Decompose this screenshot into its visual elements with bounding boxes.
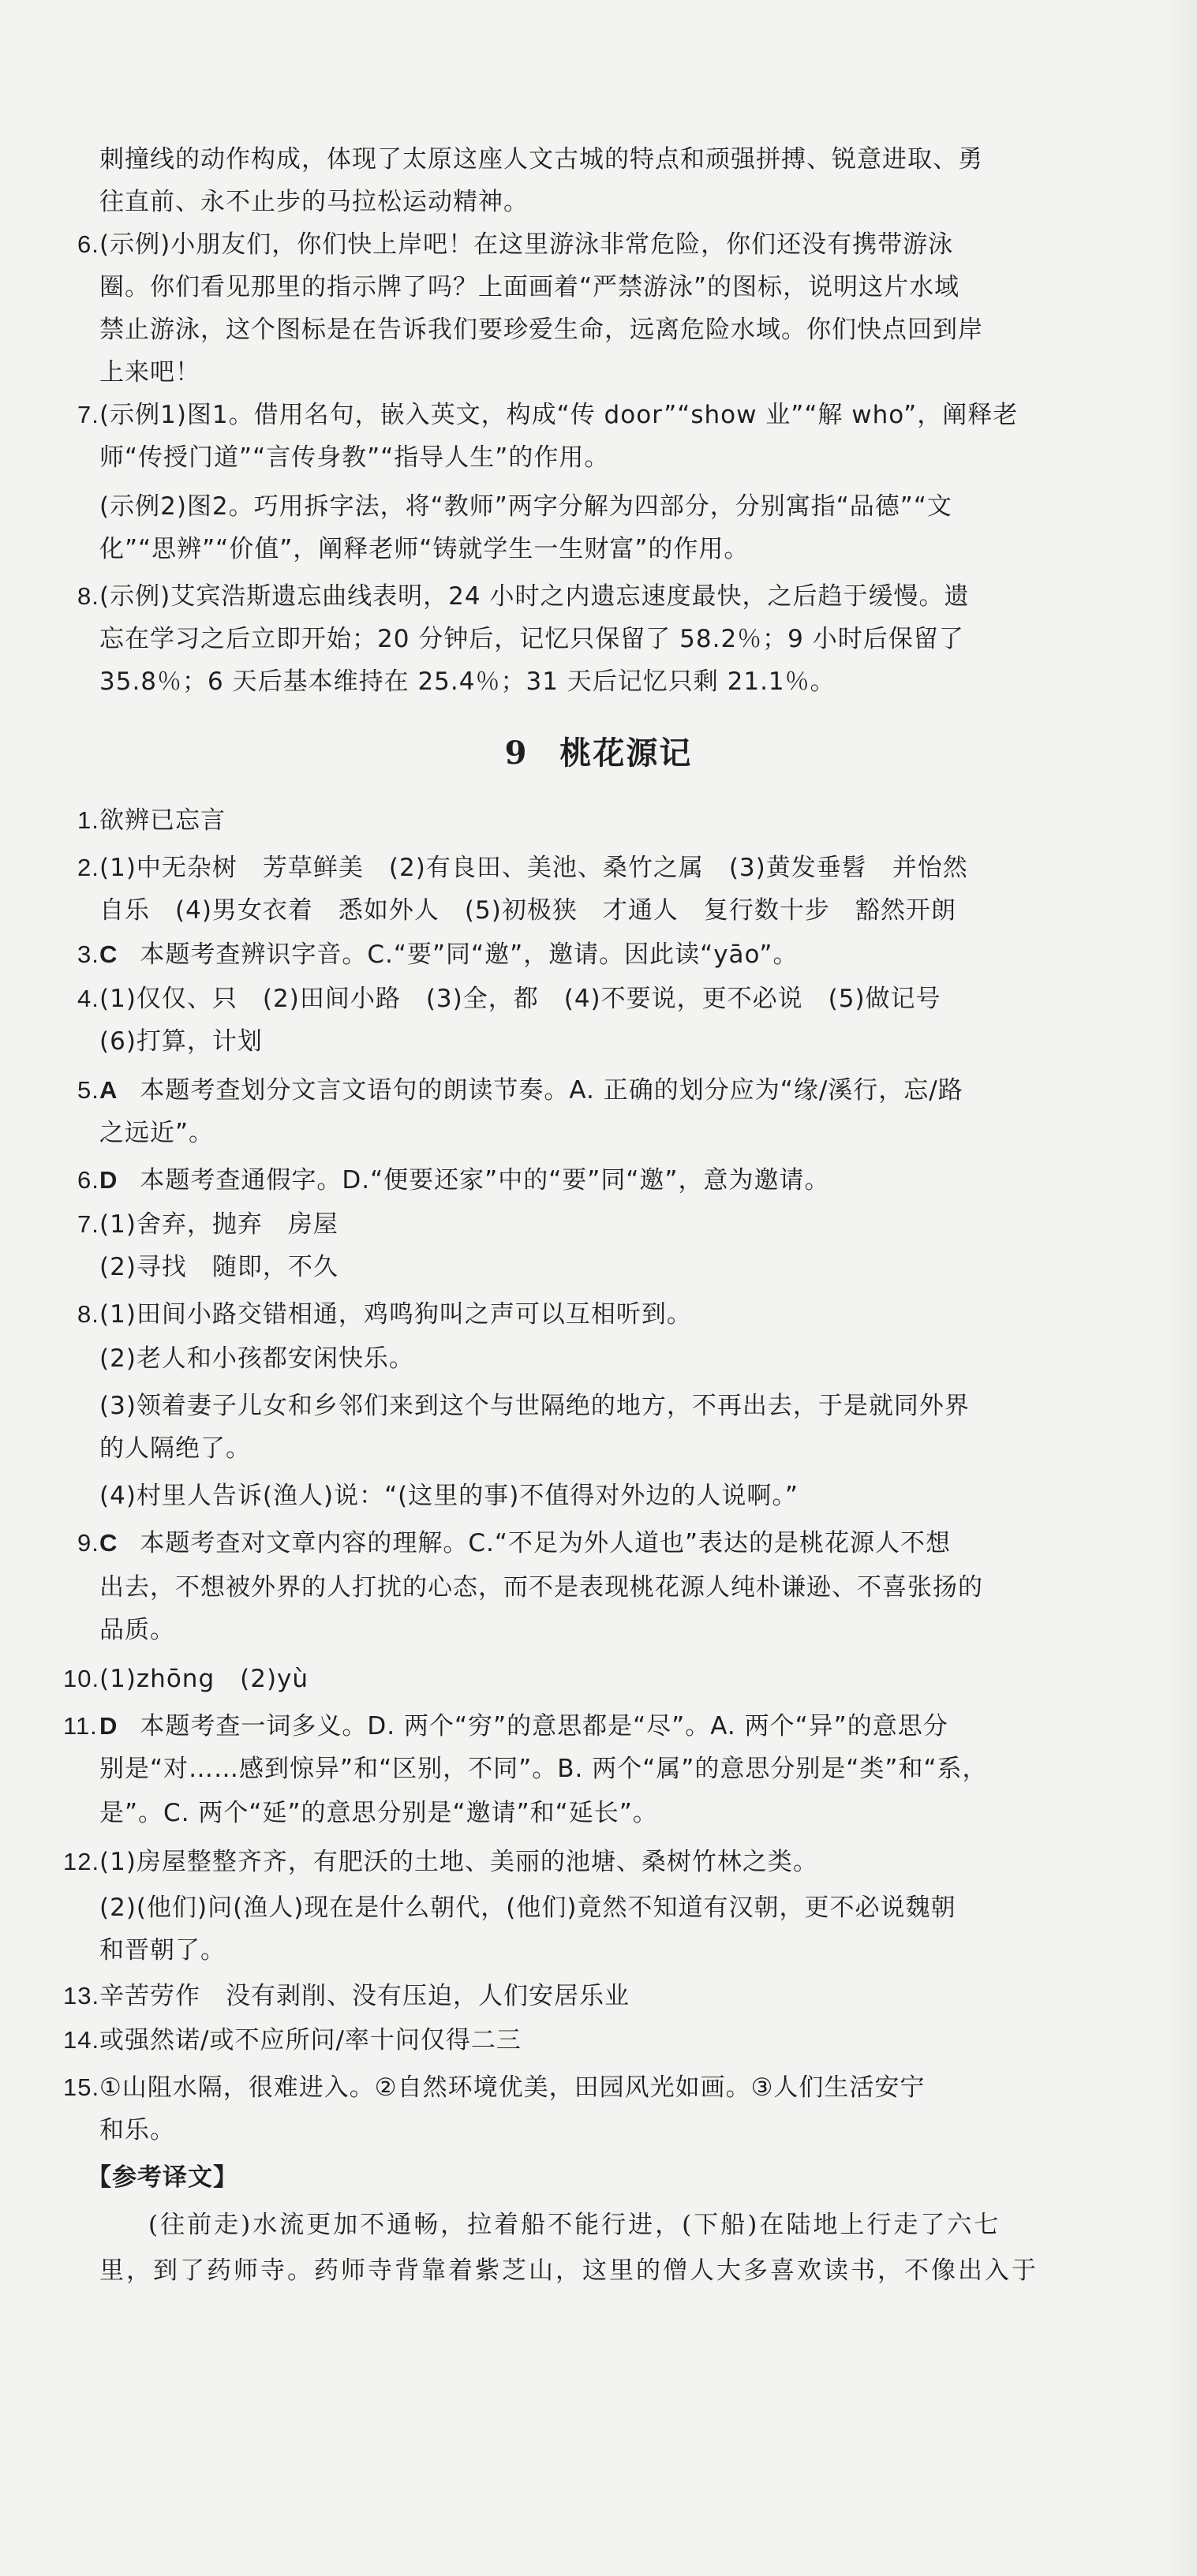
q6-number: 6. [77, 1166, 99, 1194]
q8-line-2: (2)老人和小孩都安闲快乐。 [99, 1344, 414, 1373]
q12-line-2: (2)(他们)问(渔人)现在是什么朝代，(他们)竟然不知道有汉朝，更不必说魏朝 [99, 1894, 956, 1922]
translation-line-1: (往前走)水流更加不通畅，拉着船不能行进，(下船)在陆地上行走了六七 [148, 2211, 1001, 2239]
item8-line-3: 35.8％；6 天后基本维持在 25.4％；31 天后记忆只剩 21.1％。 [99, 667, 836, 696]
q2-line-1: (1)中无杂树 芳草鲜美 (2)有良田、美池、桑竹之属 (3)黄发垂髫 并怡然 [99, 854, 968, 882]
q3-number: 3. [77, 940, 99, 968]
q5-answer: A [99, 1076, 118, 1104]
q2-number: 2. [77, 854, 99, 881]
item6-line-4: 上来吧！ [99, 358, 200, 387]
q7-line-1: (1)舍弃，抛弃 房屋 [99, 1210, 339, 1239]
item7-line-2: 师“传授门道”“言传身教”“指导人生”的作用。 [99, 443, 610, 472]
q6-answer: D [99, 1166, 118, 1194]
item7-line-1: (示例1)图1。借用名句，嵌入英文，构成“传 door”“show 业”“解 who”，阐释老 [99, 401, 1019, 429]
q3-line-1 [99, 939, 798, 970]
q9-number: 9. [77, 1529, 99, 1557]
q5-line-1 [99, 1075, 963, 1106]
item5-cont-line-2: 往直前、永不止步的马拉松运动精神。 [99, 188, 529, 216]
q7-line-2: (2)寻找 随即，不久 [99, 1253, 339, 1281]
q8-line-5: (4)村里人告诉(渔人)说：“(这里的事)不值得对外边的人说啊。” [99, 1482, 799, 1510]
q11-answer: D [99, 1712, 118, 1740]
translation-line-2: 里，到了药师寺。药师寺背靠着紫芝山，这里的僧人大多喜欢读书，不像出入于 [99, 2256, 1038, 2285]
q4-line-1: (1)仅仅、只 (2)田间小路 (3)全，都 (4)不要说，更不必说 (5)做记号 [99, 985, 941, 1013]
item5-cont-line-1: 刺撞线的动作构成，体现了太原这座人文古城的特点和顽强拼搏、锐意进取、勇 [99, 145, 983, 174]
q15-line-1: ①山阻水隔，很难进入。②自然环境优美，田园风光如画。③人们生活安宁 [99, 2073, 926, 2102]
q10-number: 10. [63, 1665, 100, 1692]
item8-line-1: (示例)艾宾浩斯遗忘曲线表明，24 小时之内遗忘速度最快，之后趋于缓慢。遗 [99, 582, 970, 611]
item6-number: 6. [77, 230, 99, 258]
q4-line-2: (6)打算，计划 [99, 1027, 263, 1056]
q1-line-1: 欲辨已忘言 [99, 806, 226, 835]
q9-line-1 [99, 1527, 951, 1559]
item7-number: 7. [77, 401, 99, 428]
q8-line-4: 的人隔绝了。 [99, 1434, 251, 1463]
q11-text: 本题考查一词多义。D. 两个“穷”的意思都是“尽”。A. 两个“异”的意思分 [140, 1712, 948, 1740]
item7-line-3: (示例2)图2。巧用拆字法，将“教师”两字分解为四部分，分别寓指“品德”“文 [99, 492, 952, 521]
item8-number: 8. [77, 582, 99, 610]
q13-number: 13. [63, 1982, 100, 2010]
q3-answer: C [99, 940, 118, 968]
section-title [0, 734, 1197, 773]
q11-number: 11. [63, 1712, 98, 1740]
q6-text: 本题考查通假字。D.“便要还家”中的“要”同“邀”，意为邀请。 [140, 1166, 830, 1195]
item6-line-1: (示例)小朋友们，你们快上岸吧！在这里游泳非常危险，你们还没有携带游泳 [99, 230, 954, 259]
q12-line-1: (1)房屋整整齐齐，有肥沃的土地、美丽的池塘、桑树竹林之类。 [99, 1848, 818, 1876]
page-edge-shadow [1165, 0, 1197, 2576]
section-name: 桃花源记 [559, 735, 693, 772]
item8-line-2: 忘在学习之后立即开始；20 分钟后，记忆只保留了 58.2％；9 小时后保留了 [99, 625, 964, 653]
q14-number: 14. [63, 2026, 100, 2054]
q1-number: 1. [77, 806, 99, 834]
item6-line-3: 禁止游泳，这个图标是在告诉我们要珍爱生命，远离危险水域。你们快点回到岸 [99, 316, 983, 344]
q9-answer: C [99, 1529, 118, 1557]
q14-line-1: 或强然诺/或不应所问/率十问仅得二三 [99, 2026, 522, 2054]
q11-line-3: 是”。C. 两个“延”的意思分别是“邀请”和“延长”。 [99, 1799, 658, 1827]
q11-line-2: 别是“对……感到惊异”和“区别，不同”。B. 两个“属”的意思分别是“类”和“系， [99, 1755, 988, 1783]
q10-line-1: (1)zhōng (2)yù [99, 1665, 309, 1693]
q15-number: 15. [63, 2073, 100, 2101]
q4-number: 4. [77, 985, 99, 1012]
q3-text: 本题考查辨识字音。C.“要”同“邀”，邀请。因此读“yāo”。 [140, 940, 799, 969]
item6-line-2: 圈。你们看见那里的指示牌了吗？上面画着“严禁游泳”的图标，说明这片水域 [99, 273, 960, 301]
q9-line-3: 品质。 [99, 1616, 175, 1644]
q9-line-2: 出去，不想被外界的人打扰的心态，而不是表现桃花源人纯朴谦逊、不喜张扬的 [99, 1573, 983, 1602]
q5-number: 5. [77, 1076, 99, 1104]
q2-line-2: 自乐 (4)男女衣着 悉如外人 (5)初极狭 才通人 复行数十步 豁然开朗 [99, 896, 956, 925]
item7-line-4: 化”“思辨”“价值”，阐释老师“铸就学生一生财富”的作用。 [99, 535, 750, 563]
q15-line-2: 和乐。 [99, 2116, 175, 2144]
q12-number: 12. [63, 1848, 100, 1875]
q7-number: 7. [77, 1210, 99, 1238]
q5-line-2: 之远近”。 [99, 1119, 215, 1147]
q12-line-3: 和晋朝了。 [99, 1936, 226, 1965]
translation-header: 【参考译文】 [87, 2163, 238, 2192]
q9-text: 本题考查对文章内容的理解。C.“不足为外人道也”表达的是桃花源人不想 [140, 1529, 952, 1557]
q13-line-1: 辛苦劳作 没有剥削、没有压迫，人们安居乐业 [99, 1982, 630, 2010]
q11-line-1 [99, 1710, 948, 1742]
section-number: 9 [504, 735, 529, 772]
q5-text: 本题考查划分文言文语句的朗读节奏。A. 正确的划分应为“缘/溪行，忘/路 [140, 1076, 963, 1105]
q8-line-1: (1)田间小路交错相通，鸡鸣狗叫之声可以互相听到。 [99, 1300, 692, 1329]
q8-line-3: (3)领着妻子儿女和乡邻们来到这个与世隔绝的地方，不再出去，于是就同外界 [99, 1392, 970, 1420]
q8-number: 8. [77, 1300, 99, 1328]
q6-line-1 [99, 1165, 829, 1196]
